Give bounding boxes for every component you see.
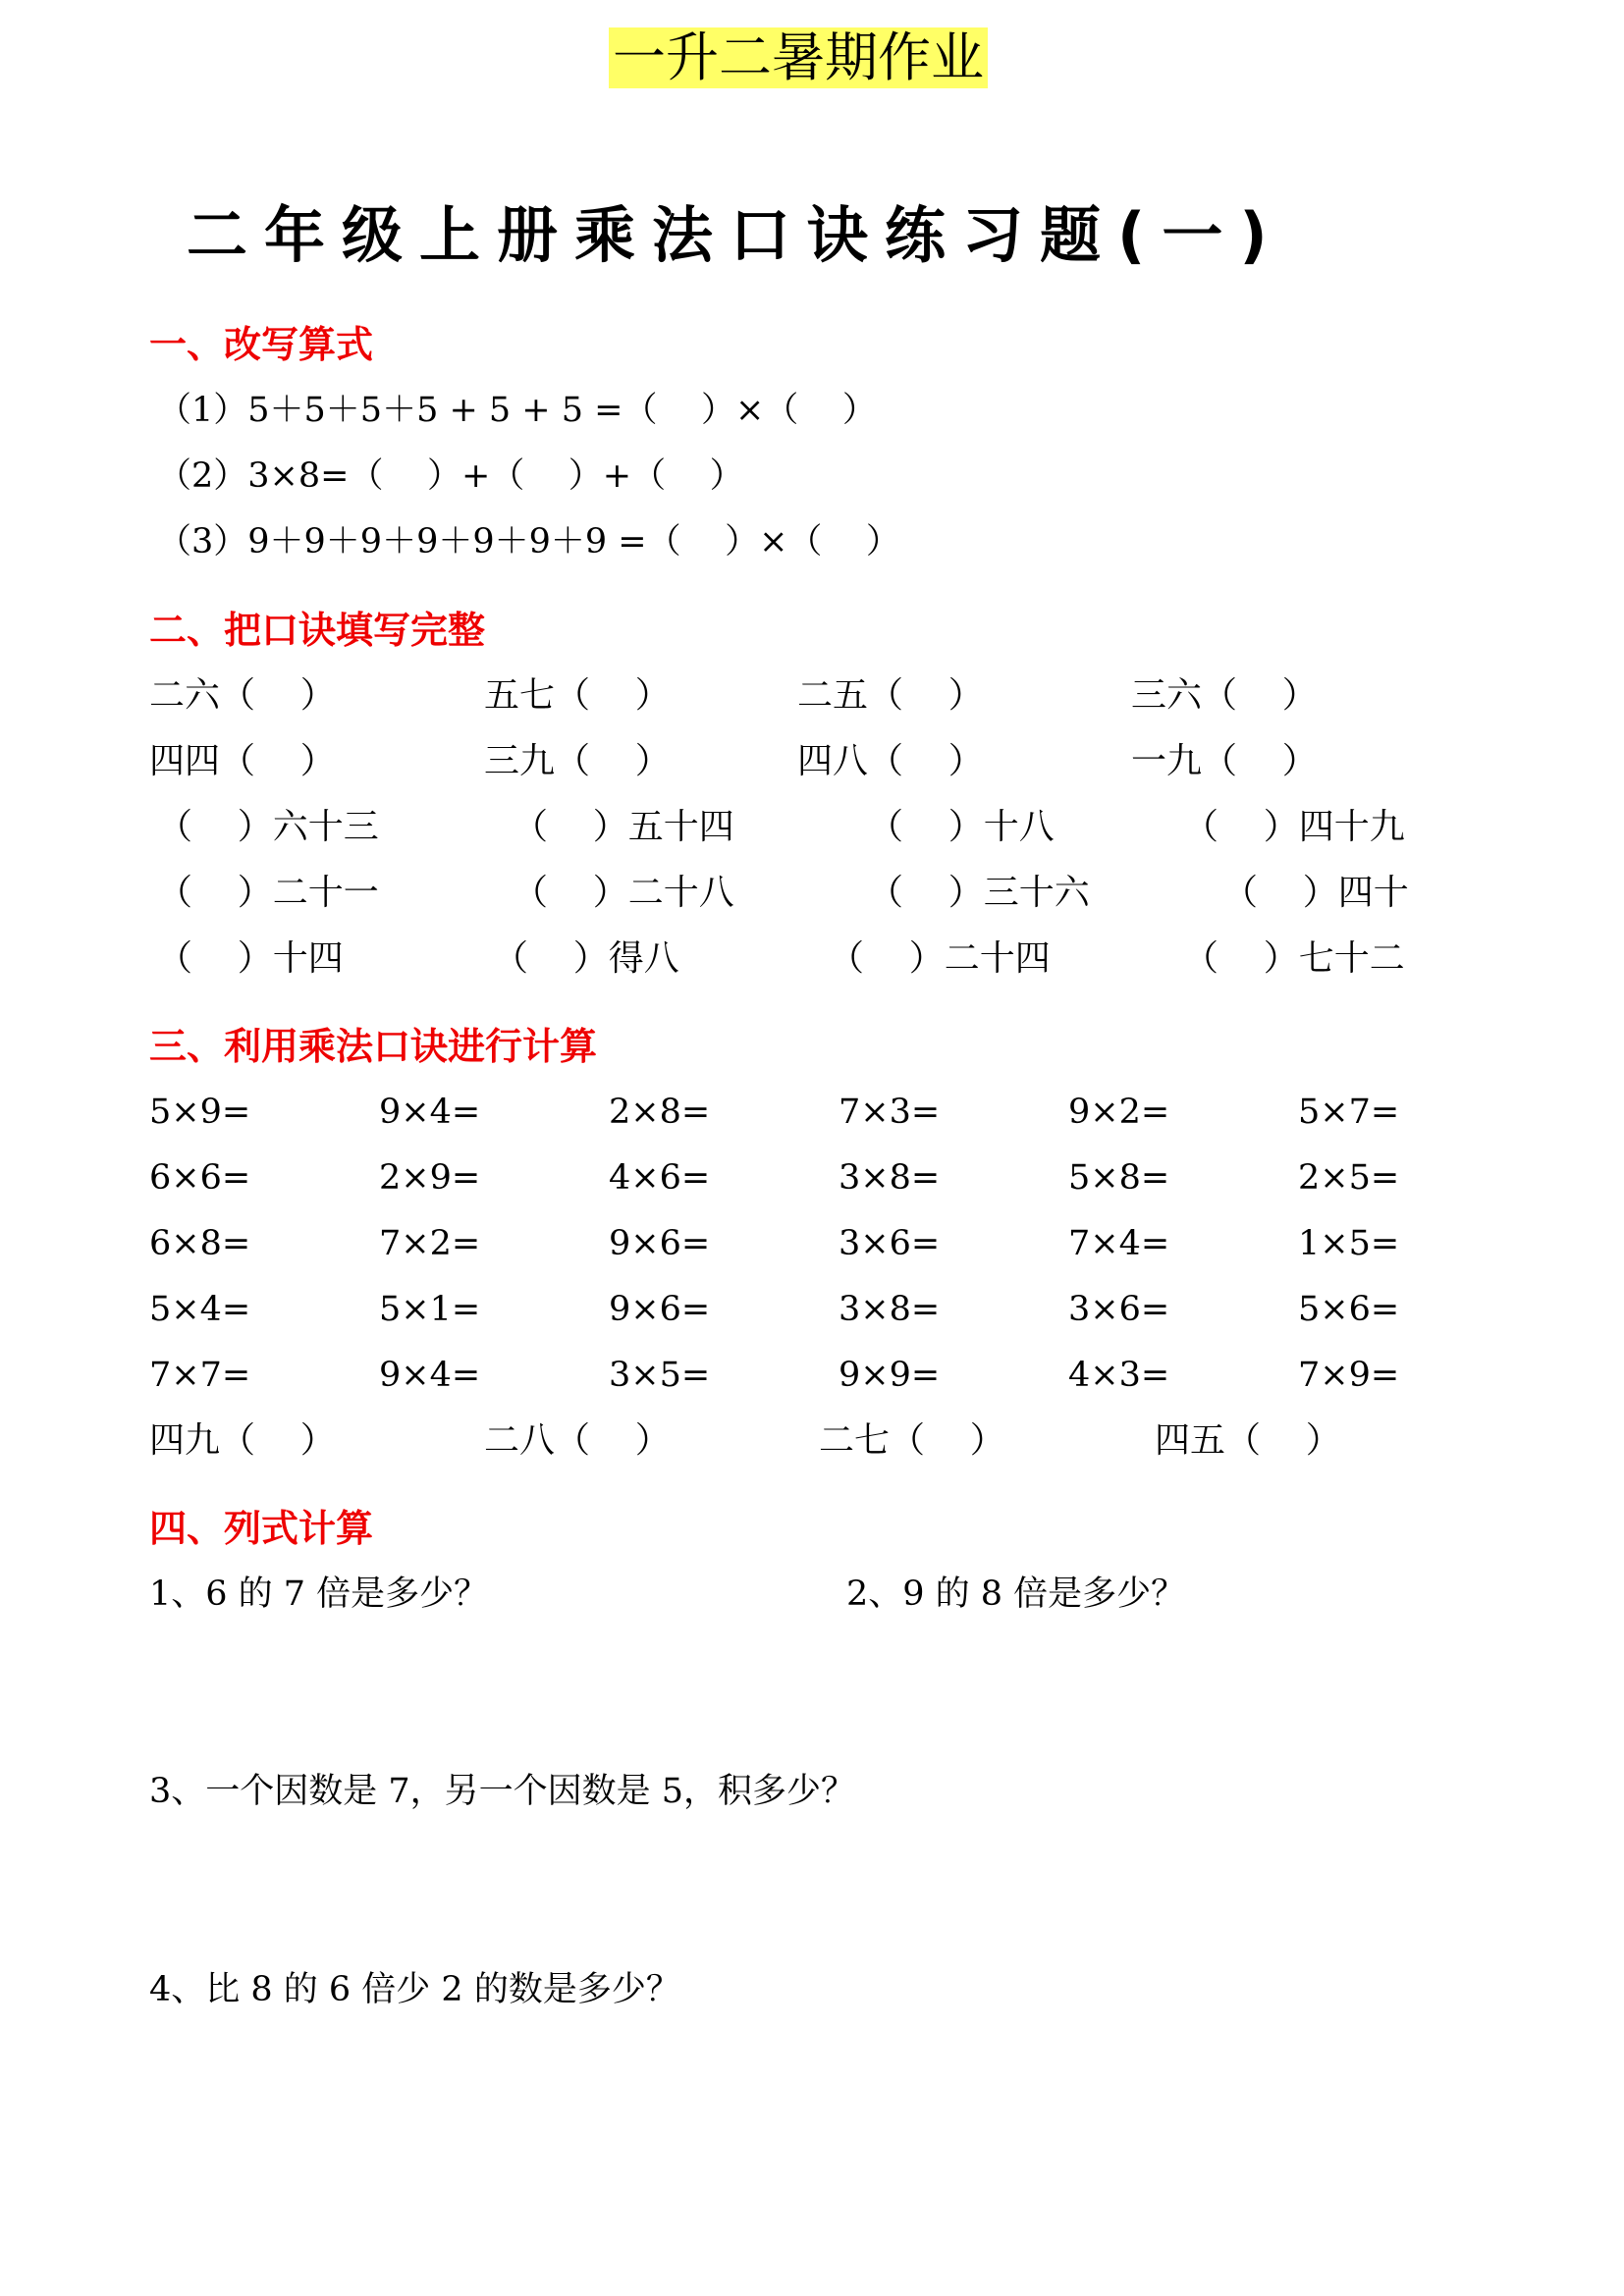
calc-item: 2×9= [379,1158,481,1198]
chant-item: 三九（ ） [484,741,671,781]
calc-item: 2×5= [1298,1158,1400,1198]
page-banner: 一升二暑期作业 [609,27,988,88]
calc-item: 7×3= [839,1093,941,1132]
calc-item: 7×4= [1068,1224,1170,1263]
chant-item: （ ）三十六 [868,873,1090,913]
chant-item: 四九（ ） [149,1420,336,1461]
calc-item: 6×6= [149,1158,251,1198]
calc-item: 9×6= [609,1290,711,1329]
chant-item: （ ）二十四 [829,938,1051,979]
calc-item: 7×7= [149,1356,251,1395]
chant-item: 二五（ ） [797,675,984,716]
section-heading-3: 三、利用乘法口诀进行计算 [149,1025,598,1068]
chant-item: （ ）四十九 [1183,807,1405,847]
word-problem-1: 1、6 的 7 倍是多少？ [149,1575,489,1614]
calc-item: 5×6= [1298,1290,1400,1329]
chant-row-6 [0,1416,1624,1466]
chant-item: （ ）二十八 [513,873,734,913]
calc-item: 3×5= [609,1356,711,1395]
chant-row-2 [0,737,1624,786]
page-title: 二年级上册乘法口诀练习题(一) [187,199,1284,271]
calc-item: 9×9= [839,1356,941,1395]
chant-row-3 [0,803,1624,852]
chant-item: 四八（ ） [797,741,984,781]
word-problem-3: 3、一个因数是 7，另一个因数是 5，积多少？ [149,1772,856,1811]
chant-item: （ ）六十三 [157,807,379,847]
word-problem-2: 2、9 的 8 倍是多少？ [846,1575,1186,1614]
chant-item: 二七（ ） [819,1420,1005,1461]
calc-item: 3×6= [839,1224,941,1263]
calc-item: 5×1= [379,1290,481,1329]
calc-item: 7×9= [1298,1356,1400,1395]
chant-item: 四四（ ） [149,741,336,781]
chant-item: 一九（ ） [1131,741,1318,781]
calc-item: 5×4= [149,1290,251,1329]
calc-item: 5×8= [1068,1158,1170,1198]
calc-item: 9×6= [609,1224,711,1263]
calc-row-5 [0,1351,1624,1400]
calc-item: 3×6= [1068,1290,1170,1329]
chant-item: 四五（ ） [1155,1420,1341,1461]
chant-item: 五七（ ） [484,675,671,716]
calc-row-1 [0,1088,1624,1137]
section-heading-2: 二、把口诀填写完整 [149,609,486,652]
calc-item: 3×8= [839,1290,941,1329]
chant-item: （ ）五十四 [513,807,734,847]
calc-item: 4×6= [609,1158,711,1198]
chant-row-1 [0,671,1624,721]
calc-item: 9×2= [1068,1093,1170,1132]
chant-item: （ ）七十二 [1183,938,1405,979]
calc-row-3 [0,1219,1624,1268]
calc-item: 3×8= [839,1158,941,1198]
chant-item: （ ）得八 [493,938,679,979]
word-problem-4: 4、比 8 的 6 倍少 2 的数是多少？ [149,1970,680,2009]
section-heading-1: 一、改写算式 [149,323,374,366]
calc-item: 7×2= [379,1224,481,1263]
chant-item: 二八（ ） [484,1420,671,1461]
calc-item: 1×5= [1298,1224,1400,1263]
calc-item: 2×8= [609,1093,711,1132]
chant-item: （ ）二十一 [157,873,379,913]
calc-item: 9×4= [379,1356,481,1395]
rewrite-item-2: （2）3×8=（ ）+（ ）+（ ） [157,456,744,496]
chant-row-5 [0,934,1624,984]
calc-item: 5×7= [1298,1093,1400,1132]
chant-item: （ ）十四 [157,938,344,979]
section-heading-4: 四、列式计算 [149,1507,374,1550]
calc-item: 6×8= [149,1224,251,1263]
chant-item: （ ）十八 [868,807,1055,847]
rewrite-item-3: （3）9＋9＋9＋9＋9＋9＋9 =（ ）×（ ） [157,522,900,561]
chant-item: 三六（ ） [1131,675,1318,716]
calc-item: 5×9= [149,1093,251,1132]
calc-row-4 [0,1285,1624,1334]
chant-row-4 [0,869,1624,918]
calc-row-2 [0,1153,1624,1202]
chant-item: 二六（ ） [149,675,336,716]
chant-item: （ ）四十 [1222,873,1409,913]
rewrite-item-1: （1）5＋5＋5＋5 + 5 + 5 =（ ）×（ ） [157,391,877,430]
calc-item: 9×4= [379,1093,481,1132]
calc-item: 4×3= [1068,1356,1170,1395]
